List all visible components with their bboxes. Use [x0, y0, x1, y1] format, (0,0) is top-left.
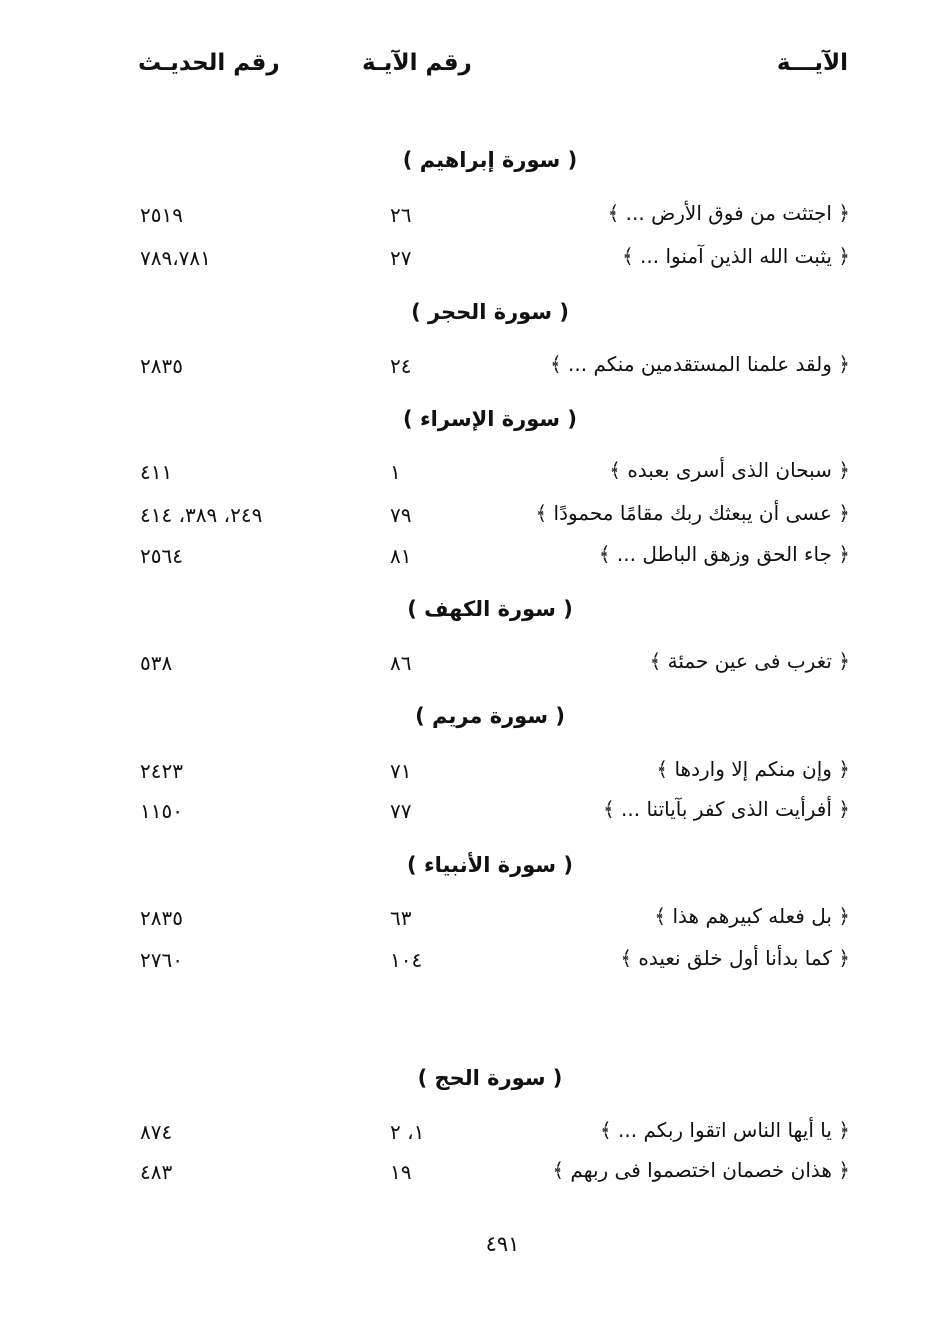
hadith-number: ٢٨٣٥: [140, 354, 183, 378]
table-row: [0, 1158, 940, 1192]
hadith-number: ١١٥٠: [140, 799, 183, 823]
ayah-number: ٧١: [390, 759, 412, 783]
hadith-number: ٤١١: [140, 460, 173, 484]
verse-text: ﴿ كما بدأنا أول خلق نعيده ﴾: [620, 946, 850, 970]
table-row: [0, 904, 940, 938]
hadith-number: ٢٤٢٣: [140, 759, 183, 783]
ayah-number: ٢٦: [390, 203, 412, 227]
ayah-number: ١، ٢: [390, 1120, 425, 1144]
hadith-number: ٢٥١٩: [140, 203, 183, 227]
ayah-number: ٢٤: [390, 354, 412, 378]
hadith-number: ٢٤٩، ٣٨٩، ٤١٤: [140, 503, 263, 527]
ayah-number: ٢٧: [390, 246, 412, 270]
verse-text: ﴿ عسى أن يبعثك ربك مقامًا محمودًا ﴾: [535, 501, 850, 525]
table-row: [0, 501, 940, 535]
ayah-number: ٨١: [390, 544, 412, 568]
hadith-number: ٥٣٨: [140, 651, 173, 675]
table-row: [0, 1118, 940, 1152]
surah-title: ( سورة الحج ): [417, 1066, 563, 1090]
verse-text: ﴿ يثبت الله الذين آمنوا ... ﴾: [621, 244, 850, 268]
table-row: [0, 649, 940, 683]
hadith-number: ٢٨٣٥: [140, 906, 183, 930]
verse-text: ﴿ اجتثت من فوق الأرض ... ﴾: [607, 201, 850, 225]
surah-title: ( سورة الحجر ): [411, 300, 569, 324]
ayah-number: ٨٦: [390, 651, 412, 675]
surah-title: ( سورة إبراهيم ): [402, 148, 578, 172]
ayah-number: ١: [390, 460, 401, 484]
table-row: [0, 458, 940, 492]
ayah-number: ٦٣: [390, 906, 412, 930]
surah-title: ( سورة الإسراء ): [403, 407, 577, 431]
hadith-number: ٤٨٣: [140, 1160, 173, 1184]
verse-text: ﴿ تغرب فى عين حمئة ﴾: [649, 649, 850, 673]
verse-text: ﴿ أفرأيت الذى كفر بآياتنا ... ﴾: [602, 797, 850, 821]
surah-title: ( سورة الأنبياء ): [407, 853, 573, 877]
column-header-verse: الآيـــة: [776, 50, 848, 76]
table-row: [0, 244, 940, 278]
column-header-hadith-number: رقم الحديـث: [138, 50, 280, 76]
table-row: [0, 542, 940, 576]
hadith-number: ٨٧٤: [140, 1120, 173, 1144]
table-row: [0, 946, 940, 980]
verse-text: ﴿ ولقد علمنا المستقدمين منكم ... ﴾: [549, 352, 850, 376]
hadith-number: ٧٨٩،٧٨١: [140, 246, 211, 270]
verse-text: ﴿ جاء الحق وزهق الباطل ... ﴾: [598, 542, 850, 566]
ayah-number: ٧٩: [390, 503, 412, 527]
column-header-ayah-number: رقم الآيـة: [362, 50, 472, 76]
verse-text: ﴿ يا أيها الناس اتقوا ربكم ... ﴾: [599, 1118, 850, 1142]
table-row: [0, 797, 940, 831]
page-number: ٤٩١: [485, 1232, 520, 1256]
verse-text: ﴿ سبحان الذى أسرى بعبده ﴾: [609, 458, 850, 482]
ayah-number: ٧٧: [390, 799, 412, 823]
table-row: [0, 757, 940, 791]
surah-title: ( سورة مريم ): [415, 704, 565, 728]
table-row: [0, 201, 940, 235]
verse-text: ﴿ هذان خصمان اختصموا فى ربهم ﴾: [552, 1158, 850, 1182]
hadith-number: ٢٥٦٤: [140, 544, 183, 568]
verse-text: ﴿ وإن منكم إلا واردها ﴾: [656, 757, 850, 781]
hadith-number: ٢٧٦٠: [140, 948, 183, 972]
verse-text: ﴿ بل فعله كبيرهم هذا ﴾: [654, 904, 850, 928]
surah-title: ( سورة الكهف ): [407, 597, 573, 621]
ayah-number: ١٩: [390, 1160, 412, 1184]
ayah-number: ١٠٤: [390, 948, 423, 972]
table-row: [0, 352, 940, 386]
